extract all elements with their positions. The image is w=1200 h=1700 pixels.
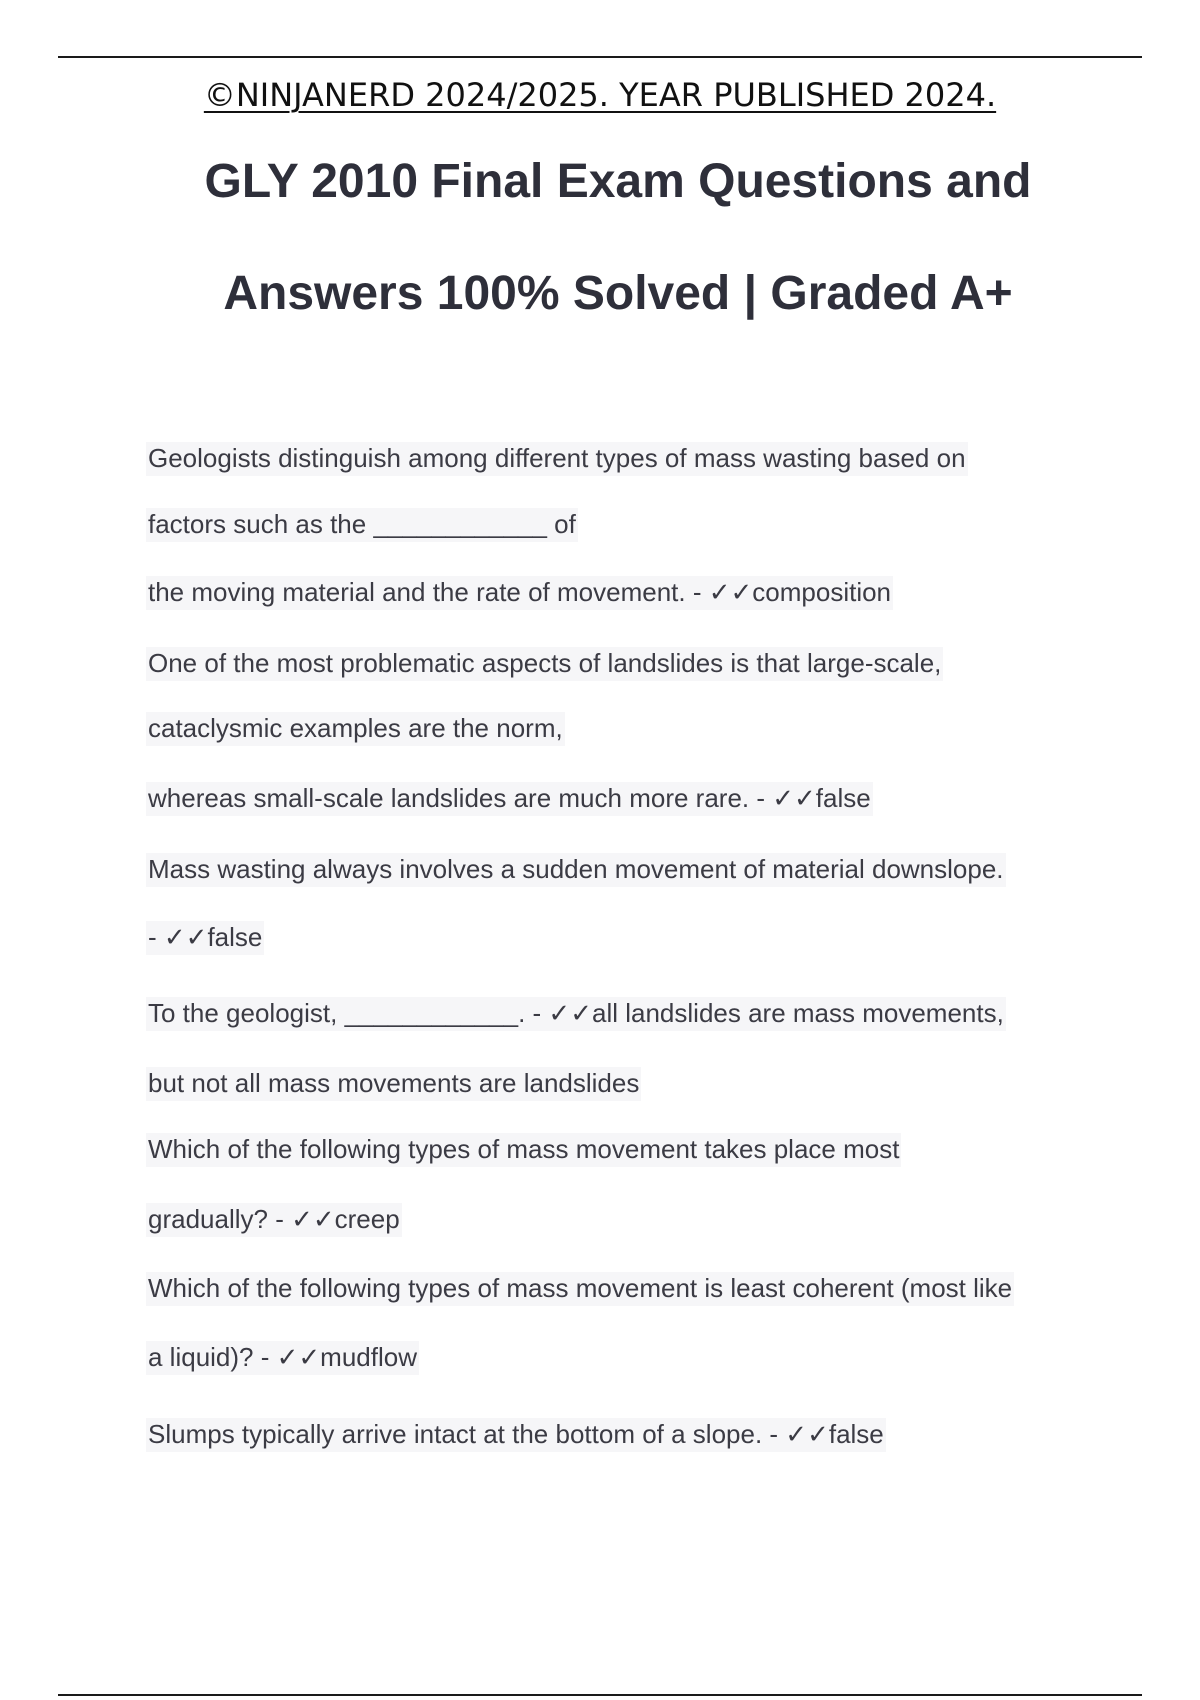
text-line: One of the most problematic aspects of landslides is that large-scale, <box>146 643 943 683</box>
text-line: - ✓✓false <box>146 917 264 957</box>
text-line: but not all mass movements are landslides <box>146 1063 641 1103</box>
text-line: Which of the following types of mass movement is least coherent (most like <box>146 1268 1014 1308</box>
document-title-line-2: Answers 100% Solved | Graded A+ <box>223 267 1013 320</box>
text-line: a liquid)? - ✓✓mudflow <box>146 1337 419 1377</box>
text-line: Which of the following types of mass movement takes place most <box>146 1129 901 1169</box>
text-line: Mass wasting always involves a sudden movement of material downslope. <box>146 849 1006 889</box>
text-line: Geologists distinguish among different types of mass wasting based on <box>146 438 968 478</box>
text-line: factors such as the ____________ of <box>146 504 578 544</box>
text-line: Slumps typically arrive intact at the bottom of a slope. - ✓✓false <box>146 1414 886 1454</box>
copyright-header <box>0 76 1200 114</box>
document-title-line-1: GLY 2010 Final Exam Questions and <box>204 155 1032 208</box>
text-line: the moving material and the rate of movement. - ✓✓composition <box>146 572 893 612</box>
bottom-divider <box>58 1694 1142 1696</box>
text-line: whereas small-scale landslides are much more rare. - ✓✓false <box>146 778 873 818</box>
copyright-text: ©NINJANERD 2024/2025. YEAR PUBLISHED 2024. <box>203 76 997 114</box>
text-line: To the geologist, ____________. - ✓✓all landslides are mass movements, <box>146 993 1006 1033</box>
text-line: cataclysmic examples are the norm, <box>146 708 565 748</box>
top-divider <box>58 56 1142 58</box>
text-line: gradually? - ✓✓creep <box>146 1199 402 1239</box>
